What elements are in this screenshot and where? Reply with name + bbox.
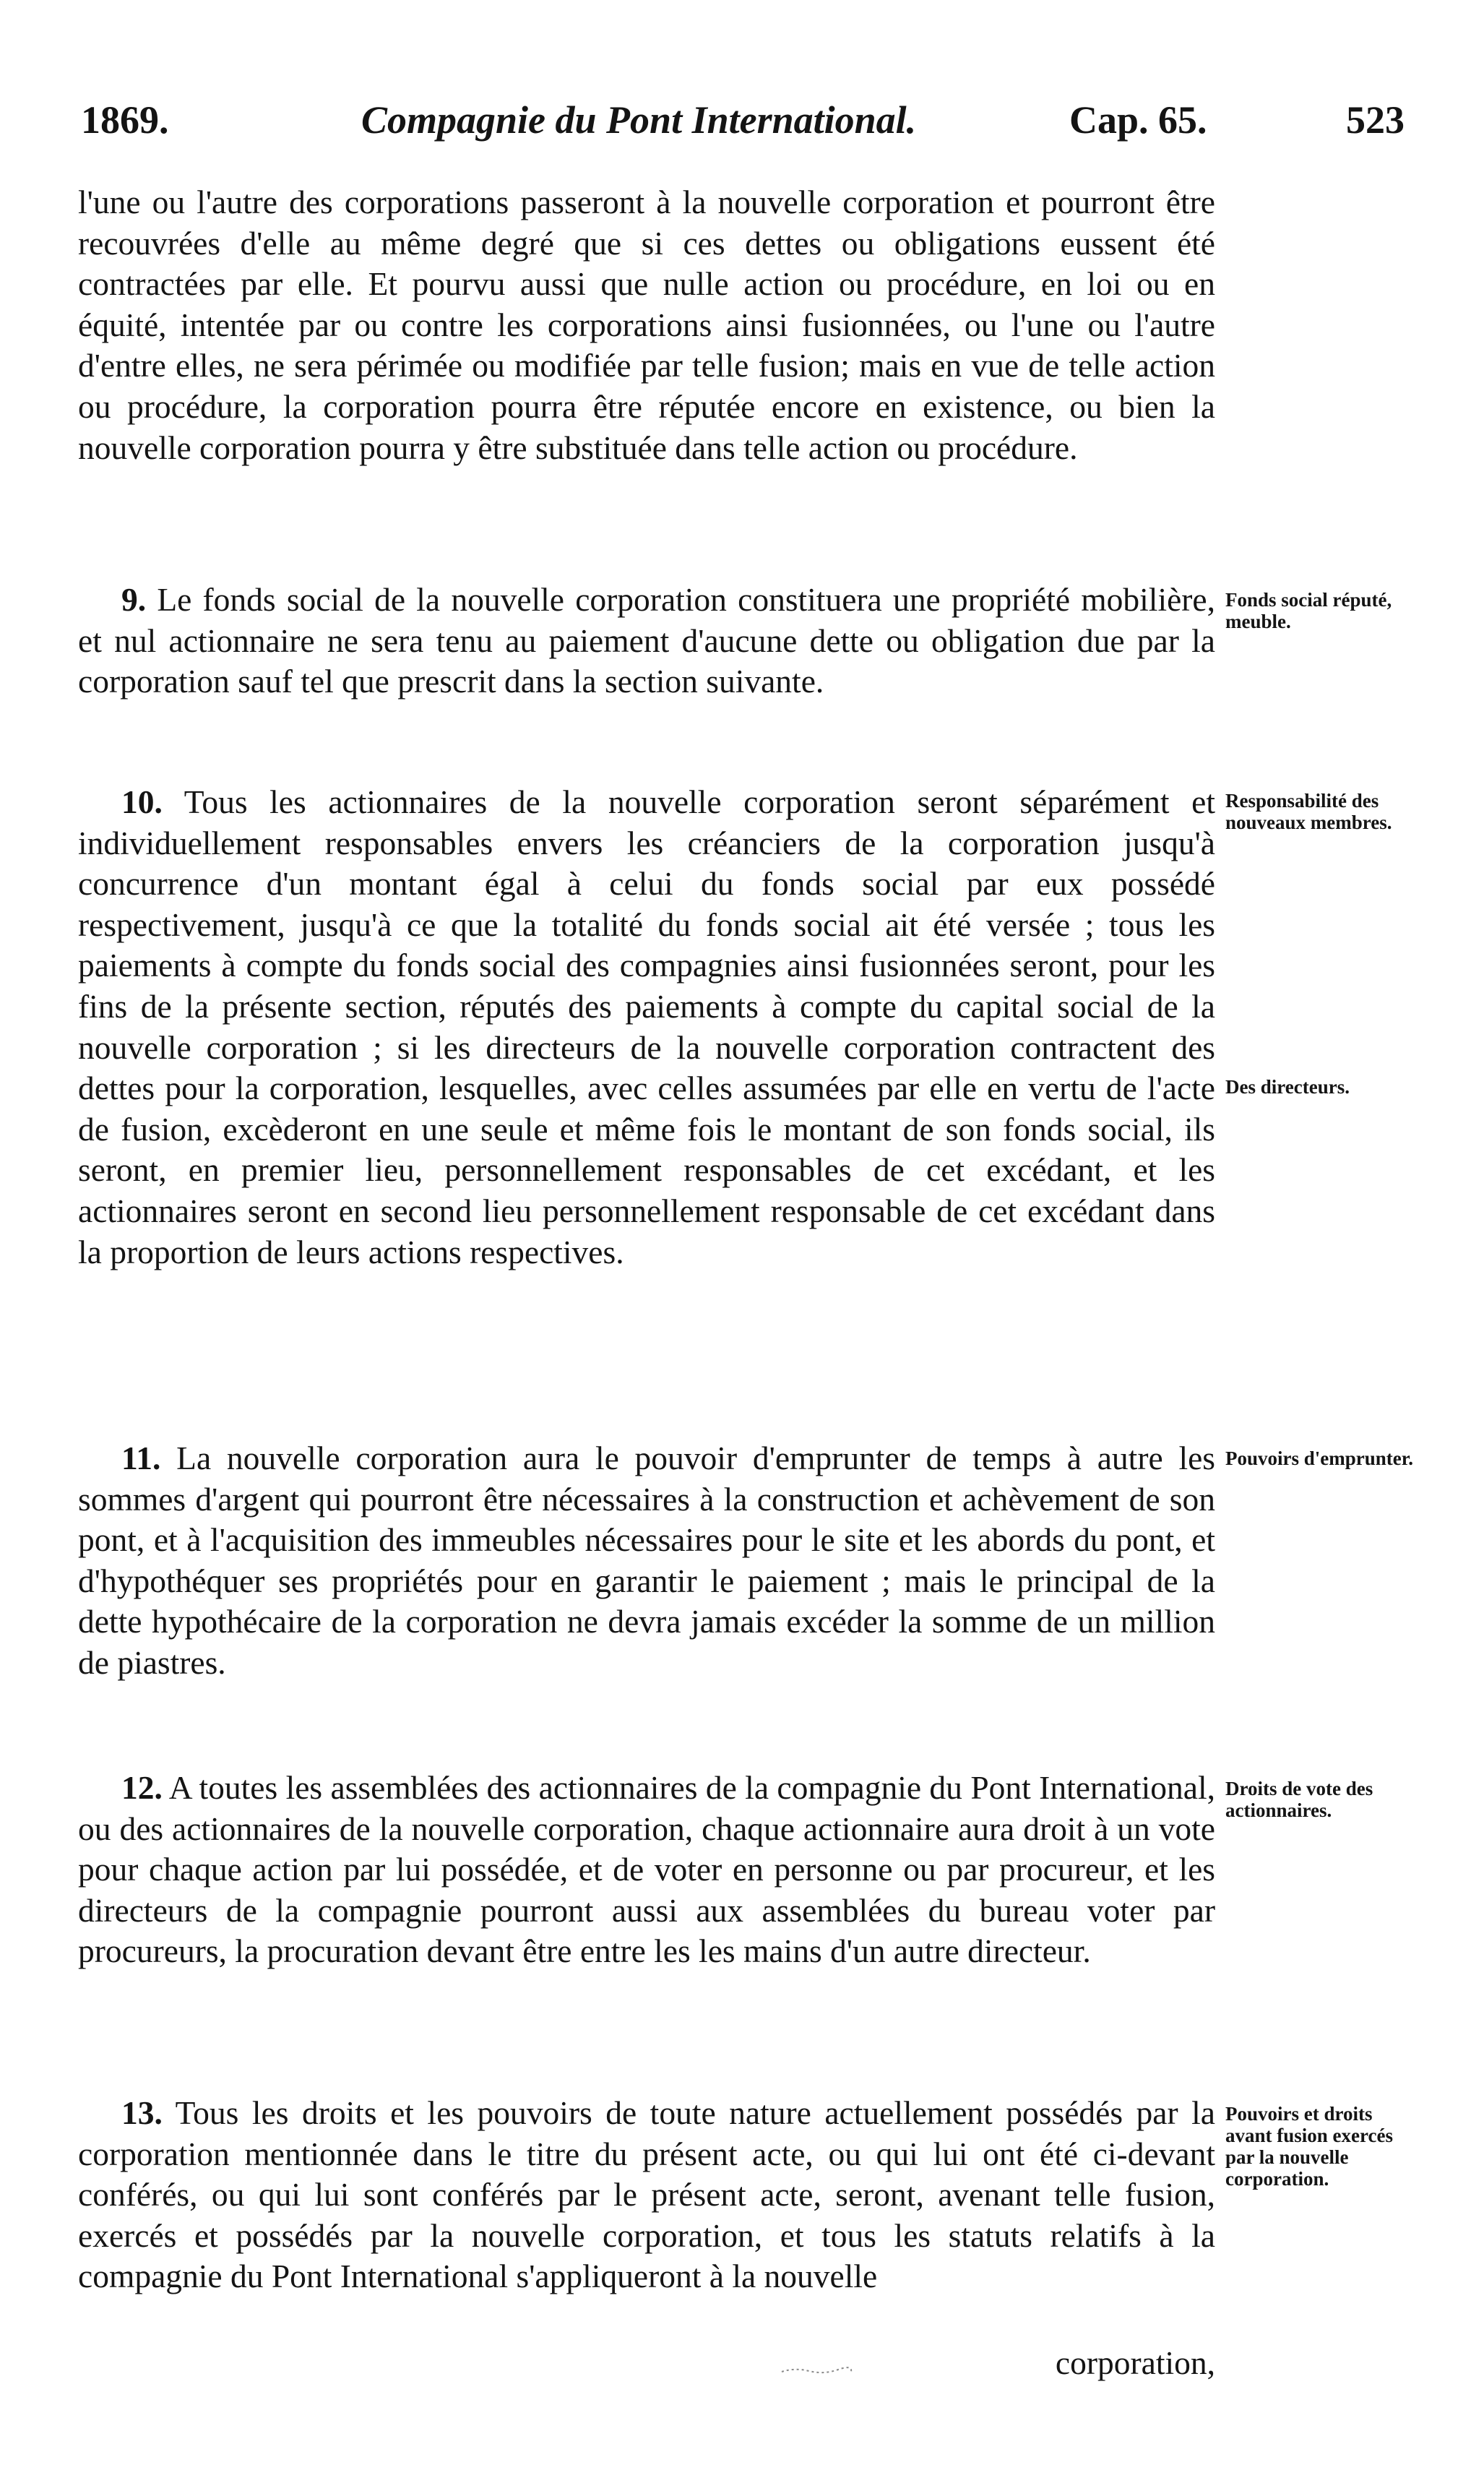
section-text: Tous les actionnaires de la nouvelle corporation seront séparément et individuellement responsables envers les créanciers de la corporation jusqu'à concurrence d'un montant égal à celui du fonds social par eux possédé respectivement, jusqu'à ce que la totalité du fonds social ait été versée ; tous les paiements à compte du fonds social des compagnies ainsi fusionnées seront, pour les fins de la présente section, réputés des paiements à compte du capital social de la nouvelle corporation ; si les directeurs de la nouvelle corporation contractent des dettes pour la corporation, lesquelles, avec celles assumées par elle en vertu de l'acte de fusion, excèderont en une seule et même fois le montant de son fonds social, ils seront, en premier lieu, personnellement responsables de cet excédant, et les actionnaires seront en second lieu personnellement responsable de cet excédant dans la proportion de leurs actions respectives. bbox=[78, 783, 1215, 1270]
header-chapter: Cap. 65. bbox=[1069, 98, 1207, 142]
section-number: 9. bbox=[121, 581, 147, 618]
margin-note-section-12: Droits de vote des actionnaires. bbox=[1225, 1778, 1373, 1821]
section-11 bbox=[78, 1438, 1215, 1684]
section-text: La nouvelle corporation aura le pouvoir d'emprunter de temps à autre les sommes d'argent qui pourront être nécessaires à la construction et achèvement de son pont, et à l'acquisition des immeubles nécessaires pour le site et les abords du pont, et d'hypothéquer ses propriétés pour en garantir le paiement ; mais le principal de la dette hypothécaire de la corporation ne devra jamais excéder la somme de un million de piastres. bbox=[78, 1440, 1215, 1681]
section-number: 12. bbox=[121, 1769, 163, 1806]
section-9 bbox=[78, 580, 1215, 702]
section-text: A toutes les assemblées des actionnaires de la compagnie du Pont International, ou des actionnaires de la nouvelle corporation, chaque actionnaire aura droit à un vote pour chaque action par lui possédée, et de voter en personne ou par procureur, et les directeurs de la compagnie pourront aussi aux assemblées du bureau voter par procureurs, la procuration devant être entre les les mains d'un autre directeur. bbox=[78, 1769, 1215, 1970]
header-title: Compagnie du Pont International. bbox=[361, 98, 917, 142]
margin-note-section-13: Pouvoirs et droits avant fusion exercés par la nouvelle corporation. bbox=[1225, 2103, 1393, 2190]
paragraph-continuation bbox=[78, 182, 1215, 468]
catchword: corporation, bbox=[1055, 2344, 1215, 2381]
section-number: 11. bbox=[121, 1440, 161, 1476]
section-10 bbox=[78, 782, 1215, 1273]
section-12 bbox=[78, 1768, 1215, 1972]
margin-note-section-10: Responsabilité des nouveaux membres. bbox=[1225, 790, 1392, 833]
section-13 bbox=[78, 2093, 1215, 2297]
header-page-number: 523 bbox=[1346, 98, 1405, 142]
margin-note-directors: Des directeurs. bbox=[1225, 1076, 1350, 1098]
paragraph-text: l'une ou l'autre des corporations passeront à la nouvelle corporation et pourront être recouvrées d'elle au même degré que si ces dettes ou obligations eussent été contractées par elle. Et pourvu aussi que nulle action ou procédure, en loi ou en équité, intentée par ou contre les corporations ainsi fusionnées, ou l'une ou l'autre d'entre elles, ne sera périmée ou modifiée par telle fusion; mais en vue de telle action ou procédure, la corporation pourra être réputée encore en existence, ou bien la nouvelle corporation pourra y être substituée dans telle action ou procédure. bbox=[78, 184, 1215, 466]
header-year: 1869. bbox=[81, 98, 169, 142]
margin-note-section-11: Pouvoirs d'emprunter. bbox=[1225, 1447, 1414, 1469]
section-number: 10. bbox=[121, 783, 163, 820]
ink-smudge bbox=[780, 2363, 853, 2375]
section-text: Le fonds social de la nouvelle corporation constituera une propriété mobilière, et nul actionnaire ne sera tenu au paiement d'aucune dette ou obligation due par la corporation sauf tel que prescrit dans la section suivante. bbox=[78, 581, 1215, 700]
section-text: Tous les droits et les pouvoirs de toute nature actuellement possédés par la corporation mentionnée dans le titre du présent acte, ou qui lui ont été ci-devant conférés, ou qui lui sont conférés par le présent acte, seront, avenant telle fusion, exercés et possédés par la nouvelle corporation, et tous les statuts relatifs à la compagnie du Pont International s'appliqueront à la nouvelle bbox=[78, 2094, 1215, 2295]
running-header bbox=[81, 91, 1405, 149]
section-number: 13. bbox=[121, 2094, 163, 2131]
margin-note-section-9: Fonds social réputé, meuble. bbox=[1225, 589, 1392, 632]
